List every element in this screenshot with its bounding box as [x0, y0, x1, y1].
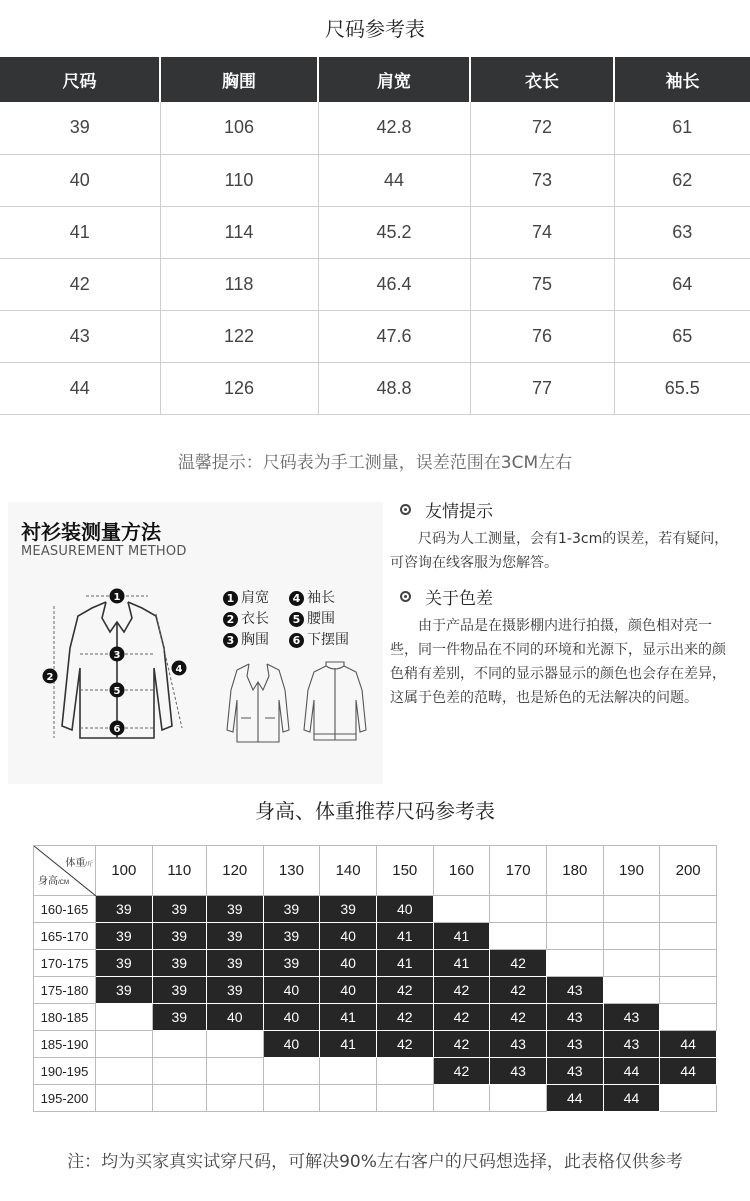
height-label-cell: 170-175 — [34, 950, 96, 977]
size-recommend-cell — [152, 1058, 206, 1085]
table-row — [34, 896, 717, 923]
size-recommend-cell — [660, 977, 717, 1004]
size-recommend-cell — [206, 1085, 263, 1112]
size-recommend-cell — [96, 1085, 153, 1112]
table-corner: 体重/斤 身高/CM — [34, 846, 96, 896]
size-recommend-cell: 40 — [263, 1004, 320, 1031]
size-recommend-cell: 42 — [433, 1031, 490, 1058]
svg-text:3: 3 — [113, 650, 121, 661]
size-cell: 126 — [160, 362, 318, 414]
size-recommend-cell — [490, 923, 547, 950]
size-recommend-cell: 39 — [152, 896, 206, 923]
svg-text:4: 4 — [175, 664, 183, 675]
height-label-cell: 180-185 — [34, 1004, 96, 1031]
size-recommend-cell: 41 — [376, 950, 433, 977]
size-header-cell: 尺码 — [0, 57, 160, 102]
size-recommend-cell: 40 — [263, 1031, 320, 1058]
size-recommend-cell — [660, 896, 717, 923]
size-recommend-cell: 41 — [320, 1031, 377, 1058]
table-row — [0, 154, 750, 206]
size-recommend-cell — [433, 1085, 490, 1112]
size-cell: 42 — [0, 258, 160, 310]
legend-item-2: 2 衣长 — [223, 609, 281, 630]
weight-header-cell: 120 — [206, 846, 263, 896]
size-cell: 114 — [160, 206, 318, 258]
blazer-sketch — [223, 660, 293, 746]
size-recommend-cell — [206, 1058, 263, 1085]
size-cell: 65.5 — [614, 362, 750, 414]
size-recommend-cell: 43 — [603, 1031, 660, 1058]
size-recommend-cell — [320, 1085, 377, 1112]
size-recommend-cell: 41 — [376, 923, 433, 950]
size-recommend-cell: 44 — [546, 1085, 603, 1112]
weight-header-cell: 130 — [263, 846, 320, 896]
size-recommend-cell: 39 — [152, 950, 206, 977]
legend-item-3: 3 胸围 — [223, 630, 281, 651]
weight-header-cell: 180 — [546, 846, 603, 896]
size-recommend-cell — [376, 1085, 433, 1112]
measurement-panel — [8, 502, 383, 784]
table-row — [0, 362, 750, 414]
size-recommend-cell — [603, 896, 660, 923]
size-recommend-cell: 39 — [206, 977, 263, 1004]
weight-header-cell: 200 — [660, 846, 717, 896]
size-recommend-cell — [263, 1058, 320, 1085]
size-cell: 76 — [470, 310, 614, 362]
note-text-color: 由于产品是在摄影棚内进行拍摄，颜色相对亮一些，同一件物品在不同的环境和光源下，显示出来的颜色稍有差别，不同的显示器显示的颜色也会存在差异，这属于色差的范畴，也是矫色的无法解决的问题。 — [390, 618, 726, 706]
size-recommend-cell — [206, 1031, 263, 1058]
size-cell: 39 — [0, 102, 160, 154]
size-recommend-cell — [660, 1085, 717, 1112]
size-recommend-cell — [660, 950, 717, 977]
weight-header-cell: 150 — [376, 846, 433, 896]
size-recommend-cell: 39 — [96, 923, 153, 950]
size-recommend-cell: 39 — [96, 896, 153, 923]
size-recommend-cell: 41 — [433, 950, 490, 977]
size-recommend-cell: 39 — [152, 1004, 206, 1031]
note-title-color: 关于色差 — [400, 584, 735, 609]
table-row — [34, 1031, 717, 1058]
table-row — [34, 1004, 717, 1031]
size-recommend-cell — [603, 950, 660, 977]
legend-item-5: 5 腰围 — [289, 609, 347, 630]
size-recommend-cell — [320, 1058, 377, 1085]
weight-header-cell: 190 — [603, 846, 660, 896]
size-recommend-cell: 39 — [152, 977, 206, 1004]
height-label-cell: 195-200 — [34, 1085, 96, 1112]
size-recommend-cell: 43 — [490, 1031, 547, 1058]
size-recommend-cell: 43 — [490, 1058, 547, 1085]
weight-header-cell: 170 — [490, 846, 547, 896]
size-recommend-cell — [546, 950, 603, 977]
svg-text:5: 5 — [113, 686, 121, 697]
height-label-cell: 160-165 — [34, 896, 96, 923]
jacket-sketch — [300, 660, 370, 746]
recommend-table — [33, 845, 717, 1112]
weight-header-cell: 100 — [96, 846, 153, 896]
size-recommend-cell: 42 — [433, 1004, 490, 1031]
size-cell: 110 — [160, 154, 318, 206]
table-row — [0, 258, 750, 310]
size-recommend-cell — [376, 1058, 433, 1085]
size-cell: 106 — [160, 102, 318, 154]
size-recommend-cell — [603, 923, 660, 950]
size-cell: 61 — [614, 102, 750, 154]
table-row — [34, 950, 717, 977]
size-cell: 43 — [0, 310, 160, 362]
size-tip: 温馨提示：尺码表为手工测量，误差范围在3CM左右 — [177, 453, 573, 473]
size-cell: 72 — [470, 102, 614, 154]
table-row — [34, 977, 717, 1004]
size-recommend-cell: 42 — [376, 1031, 433, 1058]
size-recommend-cell: 40 — [320, 950, 377, 977]
size-recommend-cell — [490, 1085, 547, 1112]
size-recommend-cell: 42 — [490, 977, 547, 1004]
circle-bullet-icon — [400, 504, 411, 515]
size-recommend-cell: 41 — [433, 923, 490, 950]
size-recommend-cell: 44 — [660, 1058, 717, 1085]
size-recommend-cell — [433, 896, 490, 923]
table-row — [0, 206, 750, 258]
size-recommend-cell: 43 — [546, 1031, 603, 1058]
size-recommend-cell: 40 — [376, 896, 433, 923]
size-cell: 118 — [160, 258, 318, 310]
size-recommend-cell — [96, 1031, 153, 1058]
size-recommend-cell: 42 — [490, 950, 547, 977]
note-text-friendly: 尺码为人工测量，会有1-3cm的误差，若有疑问，可咨询在线客服为您解答。 — [390, 531, 729, 571]
size-recommend-cell: 41 — [320, 1004, 377, 1031]
height-label-cell: 190-195 — [34, 1058, 96, 1085]
size-recommend-cell: 39 — [206, 950, 263, 977]
size-recommend-cell: 44 — [603, 1085, 660, 1112]
table-row — [0, 310, 750, 362]
svg-text:2: 2 — [46, 672, 54, 683]
size-header-cell: 袖长 — [614, 57, 750, 102]
size-recommend-cell — [660, 923, 717, 950]
size-recommend-cell: 44 — [660, 1031, 717, 1058]
size-recommend-cell: 42 — [433, 977, 490, 1004]
note-title-friendly: 友情提示 — [400, 497, 735, 522]
table-row — [34, 923, 717, 950]
size-cell: 63 — [614, 206, 750, 258]
size-recommend-cell: 43 — [546, 1058, 603, 1085]
notes-panel — [390, 497, 735, 719]
legend-item-1: 1 肩宽 — [223, 588, 281, 609]
weight-header-cell: 140 — [320, 846, 377, 896]
size-recommend-cell: 39 — [263, 923, 320, 950]
size-cell: 73 — [470, 154, 614, 206]
size-cell: 77 — [470, 362, 614, 414]
size-cell: 122 — [160, 310, 318, 362]
size-cell: 45.2 — [318, 206, 470, 258]
size-recommend-cell: 43 — [603, 1004, 660, 1031]
size-recommend-cell: 40 — [206, 1004, 263, 1031]
footer-note: 注：均为买家真实试穿尺码，可解决90%左右客户的尺码想选择，此表格仅供参考 — [67, 1152, 683, 1172]
size-header-cell: 肩宽 — [318, 57, 470, 102]
size-cell: 74 — [470, 206, 614, 258]
size-table — [0, 57, 750, 415]
height-label-cell: 175-180 — [34, 977, 96, 1004]
size-recommend-cell: 42 — [490, 1004, 547, 1031]
size-cell: 64 — [614, 258, 750, 310]
size-cell: 42.8 — [318, 102, 470, 154]
size-recommend-cell: 42 — [376, 1004, 433, 1031]
size-cell: 46.4 — [318, 258, 470, 310]
size-recommend-cell: 39 — [96, 950, 153, 977]
size-recommend-cell — [263, 1085, 320, 1112]
size-recommend-cell — [152, 1085, 206, 1112]
size-recommend-cell — [96, 1058, 153, 1085]
weight-header-cell: 110 — [152, 846, 206, 896]
size-cell: 65 — [614, 310, 750, 362]
size-recommend-cell: 42 — [376, 977, 433, 1004]
size-cell: 44 — [318, 154, 470, 206]
size-cell: 40 — [0, 154, 160, 206]
svg-text:6: 6 — [113, 724, 121, 735]
table-row — [34, 1085, 717, 1112]
measurement-title: 衬衫装测量方法 — [21, 520, 161, 544]
size-header-cell: 胸围 — [160, 57, 318, 102]
size-recommend-cell: 43 — [546, 977, 603, 1004]
size-cell: 48.8 — [318, 362, 470, 414]
size-cell: 75 — [470, 258, 614, 310]
size-recommend-cell: 39 — [320, 896, 377, 923]
size-cell: 44 — [0, 362, 160, 414]
size-header-cell: 衣长 — [470, 57, 614, 102]
height-label-cell: 185-190 — [34, 1031, 96, 1058]
size-cell: 47.6 — [318, 310, 470, 362]
measurement-legend — [223, 588, 347, 651]
measurement-subtitle: MEASUREMENT METHOD — [21, 544, 187, 559]
size-recommend-cell: 39 — [263, 896, 320, 923]
legend-item-6: 6 下摆围 — [289, 630, 347, 651]
weight-header-cell: 160 — [433, 846, 490, 896]
size-cell: 41 — [0, 206, 160, 258]
size-recommend-cell — [546, 923, 603, 950]
size-recommend-cell — [660, 1004, 717, 1031]
size-recommend-cell — [152, 1031, 206, 1058]
size-cell: 62 — [614, 154, 750, 206]
svg-text:1: 1 — [113, 592, 121, 603]
size-recommend-cell — [490, 896, 547, 923]
jacket-diagram — [36, 588, 206, 756]
size-recommend-cell: 42 — [433, 1058, 490, 1085]
size-recommend-cell — [603, 977, 660, 1004]
size-recommend-cell: 39 — [263, 950, 320, 977]
size-recommend-cell — [96, 1004, 153, 1031]
table-row — [34, 1058, 717, 1085]
size-recommend-cell: 40 — [320, 923, 377, 950]
height-label-cell: 165-170 — [34, 923, 96, 950]
size-recommend-cell: 39 — [152, 923, 206, 950]
size-recommend-cell: 40 — [263, 977, 320, 1004]
size-recommend-cell: 39 — [206, 896, 263, 923]
recommend-title: 身高、体重推荐尺码参考表 — [255, 799, 495, 823]
size-recommend-cell — [546, 896, 603, 923]
size-chart-title: 尺码参考表 — [325, 17, 425, 41]
size-recommend-cell: 40 — [320, 977, 377, 1004]
table-row — [0, 102, 750, 154]
legend-item-4: 4 袖长 — [289, 588, 347, 609]
size-recommend-cell: 39 — [206, 923, 263, 950]
size-recommend-cell: 43 — [546, 1004, 603, 1031]
size-recommend-cell: 39 — [96, 977, 153, 1004]
circle-bullet-icon — [400, 591, 411, 602]
size-recommend-cell: 44 — [603, 1058, 660, 1085]
